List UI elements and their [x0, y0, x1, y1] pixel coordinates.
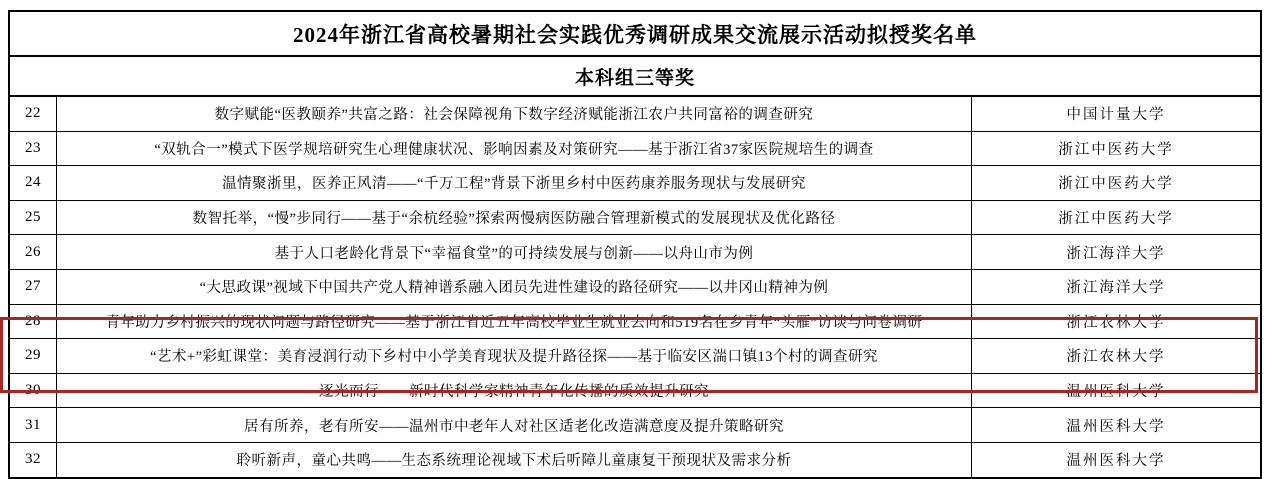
row-number-cell: 29 — [10, 339, 57, 373]
table-row — [10, 408, 1260, 443]
project-title-cell: “双轨合一”模式下医学规培研究生心理健康状况、影响因素及对策研究——基于浙江省37家医院规培生的调查 — [57, 132, 972, 166]
table-row — [10, 132, 1260, 167]
row-number-cell: 27 — [10, 270, 57, 304]
table-row — [10, 201, 1260, 236]
row-number-cell: 32 — [10, 443, 57, 477]
row-number-cell: 26 — [10, 235, 57, 269]
university-cell: 浙江海洋大学 — [1066, 280, 1166, 297]
table-row — [10, 97, 1260, 132]
project-title-cell: 聆听新声，童心共鸣——生态系统理论视域下术后听障儿童康复干预现状及需求分析 — [57, 443, 972, 477]
table-row — [10, 339, 1260, 374]
table-subtitle-row — [10, 57, 1260, 97]
row-number-cell: 31 — [10, 408, 57, 442]
university-cell: 中国计量大学 — [1066, 107, 1166, 124]
row-number-cell: 22 — [10, 97, 57, 131]
university-cell: 浙江中医药大学 — [1058, 176, 1174, 193]
row-number-cell: 30 — [10, 374, 57, 408]
document-title: 2024年浙江省高校暑期社会实践优秀调研成果交流展示活动拟授奖名单 — [293, 22, 977, 47]
table-row — [10, 166, 1260, 201]
table-row — [10, 374, 1260, 409]
table-row — [10, 443, 1260, 478]
table-row — [10, 305, 1260, 340]
project-title-cell: “艺术+”彩虹课堂：美育浸润行动下乡村中小学美育现状及提升路径探——基于临安区湍口镇13个村的调查研究 — [57, 339, 972, 373]
university-cell: 浙江中医药大学 — [1058, 211, 1174, 228]
project-title-cell: “大思政课”视域下中国共产党人精神谱系融入团员先进性建设的路径研究——以井冈山精神为例 — [57, 270, 972, 304]
project-title-cell: 青年助力乡村振兴的现状问题与路径研究——基于浙江省近五年高校毕业生就业去向和519名在乡青年“头雁”访谈与问卷调研 — [57, 305, 972, 339]
row-number-cell: 24 — [10, 166, 57, 200]
row-number-cell: 25 — [10, 201, 57, 235]
university-cell: 温州医科大学 — [1066, 453, 1166, 470]
row-number-cell: 23 — [10, 132, 57, 166]
row-number-cell: 28 — [10, 305, 57, 339]
table-row — [10, 270, 1260, 305]
university-cell: 浙江农林大学 — [1066, 314, 1166, 331]
project-title-cell: 居有所养，老有所安——温州市中老年人对社区适老化改造满意度及提升策略研究 — [57, 408, 972, 442]
table-row — [10, 235, 1260, 270]
university-cell: 浙江中医药大学 — [1058, 141, 1174, 158]
project-title-cell: 数智托举，“慢”步同行——基于“余杭经验”探索两慢病医防融合管理新模式的发展现状及优化路径 — [57, 201, 972, 235]
award-group-subtitle: 本科组三等奖 — [574, 67, 695, 89]
university-cell: 温州医科大学 — [1066, 418, 1166, 435]
project-title-cell: 温情聚浙里，医养正风清——“千万工程”背景下浙里乡村中医药康养服务现状与发展研究 — [57, 166, 972, 200]
project-title-cell: 逐光而行——新时代科学家精神青年化传播的质效提升研究 — [57, 374, 972, 408]
table-body — [10, 97, 1260, 478]
university-cell: 浙江农林大学 — [1066, 349, 1166, 366]
award-list-table — [8, 10, 1262, 479]
university-cell: 浙江海洋大学 — [1066, 245, 1166, 262]
table-title-row — [10, 12, 1260, 57]
project-title-cell: 数字赋能“医教颐养”共富之路：社会保障视角下数字经济赋能浙江农户共同富裕的调查研究 — [57, 97, 972, 131]
university-cell: 温州医科大学 — [1066, 384, 1166, 401]
project-title-cell: 基于人口老龄化背景下“幸福食堂”的可持续发展与创新——以舟山市为例 — [57, 235, 972, 269]
